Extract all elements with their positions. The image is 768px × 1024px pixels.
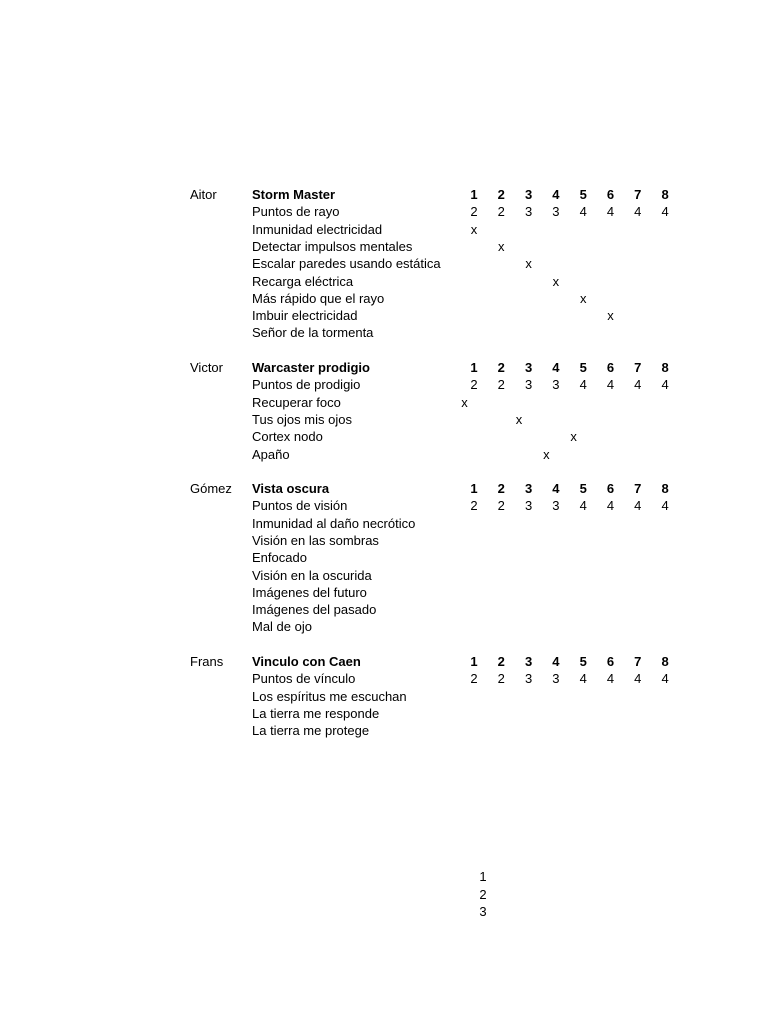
level-header: 4 <box>552 654 560 669</box>
level-header: 1 <box>470 654 478 669</box>
ability-row <box>0 549 768 566</box>
ability-name: Enfocado <box>252 550 307 566</box>
points-value: 2 <box>470 204 478 220</box>
level-header: 2 <box>497 481 505 496</box>
ability-row <box>0 307 768 324</box>
level-header: 7 <box>634 360 642 375</box>
level-header: 2 <box>497 360 505 375</box>
ability-row <box>0 324 768 341</box>
person-name: Aitor <box>190 187 217 202</box>
points-value: 4 <box>579 671 587 687</box>
ability-level-mark: x <box>498 238 505 254</box>
points-value: 4 <box>606 671 615 687</box>
level-header: 2 <box>497 187 505 202</box>
ability-row <box>0 567 768 584</box>
section-header-row <box>0 186 768 203</box>
section-title: Vinculo con Caen <box>252 654 361 669</box>
points-row <box>0 203 768 220</box>
points-row <box>0 497 768 514</box>
points-value: 3 <box>524 204 533 220</box>
ability-row <box>0 722 768 739</box>
section-title: Warcaster prodigio <box>252 360 370 375</box>
ability-row <box>0 584 768 601</box>
ability-name: Recuperar foco <box>252 394 341 410</box>
footer-number: 1 <box>479 869 487 884</box>
points-value: 3 <box>524 671 533 687</box>
ability-name: Detectar impulsos mentales <box>252 238 413 254</box>
points-value: 4 <box>606 377 615 393</box>
points-value: 2 <box>497 671 505 687</box>
level-header: 7 <box>634 654 642 669</box>
level-header: 8 <box>661 187 669 202</box>
points-value: 4 <box>579 204 587 220</box>
level-header: 6 <box>606 360 615 375</box>
section-header-row <box>0 653 768 670</box>
level-header: 6 <box>606 654 615 669</box>
level-header: 1 <box>470 187 478 202</box>
section-title: Storm Master <box>252 187 336 202</box>
section-title: Vista oscura <box>252 481 330 496</box>
points-label: Puntos de vínculo <box>252 671 356 687</box>
points-value: 3 <box>524 377 533 393</box>
ability-row <box>0 428 768 445</box>
ability-level-mark: x <box>552 273 560 289</box>
points-value: 4 <box>634 671 642 687</box>
level-header: 3 <box>524 360 533 375</box>
level-header: 4 <box>552 187 560 202</box>
points-value: 2 <box>497 498 505 514</box>
level-header: 6 <box>606 481 615 496</box>
points-value: 3 <box>552 498 560 514</box>
ability-row <box>0 255 768 272</box>
points-value: 4 <box>606 204 615 220</box>
ability-row <box>0 411 768 428</box>
ability-name: Más rápido que el rayo <box>252 290 385 306</box>
ability-name: Apaño <box>252 446 290 462</box>
ability-level-mark: x <box>570 429 577 445</box>
level-header: 3 <box>524 654 533 669</box>
ability-level-mark: x <box>470 221 478 237</box>
ability-name: Imágenes del pasado <box>252 602 377 618</box>
points-value: 4 <box>579 498 587 514</box>
ability-name: Inmunidad al daño necrótico <box>252 515 416 531</box>
points-row <box>0 670 768 687</box>
ability-name: Imbuir electricidad <box>252 308 358 324</box>
level-header: 1 <box>470 481 478 496</box>
points-label: Puntos de prodigio <box>252 377 361 393</box>
person-name: Frans <box>190 654 224 669</box>
points-value: 4 <box>634 204 642 220</box>
points-label: Puntos de rayo <box>252 204 340 220</box>
ability-name: Imágenes del futuro <box>252 584 367 600</box>
level-header: 3 <box>524 481 533 496</box>
ability-name: La tierra me responde <box>252 705 380 721</box>
level-header: 7 <box>634 481 642 496</box>
ability-level-mark: x <box>579 290 587 306</box>
person-name: Victor <box>190 360 223 375</box>
level-header: 1 <box>470 360 478 375</box>
ability-row <box>0 446 768 463</box>
ability-row <box>0 394 768 411</box>
points-value: 3 <box>524 498 533 514</box>
ability-level-mark: x <box>461 394 468 410</box>
level-header: 5 <box>579 481 587 496</box>
ability-row <box>0 238 768 255</box>
ability-row <box>0 705 768 722</box>
ability-level-mark: x <box>515 411 523 427</box>
points-value: 4 <box>579 377 587 393</box>
ability-name: Inmunidad electricidad <box>252 221 383 237</box>
ability-level-mark: x <box>607 308 614 324</box>
ability-name: Señor de la tormenta <box>252 325 374 341</box>
level-header: 7 <box>634 187 642 202</box>
level-header: 2 <box>497 654 505 669</box>
level-header: 4 <box>552 360 560 375</box>
points-value: 4 <box>661 498 669 514</box>
points-value: 4 <box>661 204 669 220</box>
ability-name: Recarga eléctrica <box>252 273 354 289</box>
points-value: 4 <box>661 377 669 393</box>
level-header: 5 <box>579 187 587 202</box>
level-header: 4 <box>552 481 560 496</box>
ability-level-mark: x <box>543 446 550 462</box>
ability-name: Mal de ojo <box>252 619 312 635</box>
points-value: 4 <box>606 498 615 514</box>
level-header: 8 <box>661 360 669 375</box>
ability-row <box>0 290 768 307</box>
ability-name: Visión en la oscurida <box>252 567 372 583</box>
section-header-row <box>0 359 768 376</box>
points-value: 4 <box>634 377 642 393</box>
points-value: 4 <box>634 498 642 514</box>
ability-name: La tierra me protege <box>252 723 370 739</box>
ability-name: Cortex nodo <box>252 429 323 445</box>
points-value: 3 <box>552 377 560 393</box>
ability-row <box>0 688 768 705</box>
ability-row <box>0 515 768 532</box>
ability-name: Visión en las sombras <box>252 532 379 548</box>
level-header: 8 <box>661 481 669 496</box>
ability-name: Tus ojos mis ojos <box>252 411 352 427</box>
level-header: 6 <box>606 187 615 202</box>
ability-row <box>0 532 768 549</box>
points-value: 2 <box>497 204 505 220</box>
points-value: 4 <box>661 671 669 687</box>
points-value: 2 <box>470 377 478 393</box>
level-header: 5 <box>579 360 587 375</box>
footer-number: 3 <box>479 904 487 919</box>
points-value: 3 <box>552 204 560 220</box>
section-header-row <box>0 480 768 497</box>
level-header: 8 <box>661 654 669 669</box>
points-row <box>0 376 768 393</box>
person-name: Gómez <box>190 481 232 496</box>
points-value: 2 <box>470 498 478 514</box>
level-header: 5 <box>579 654 587 669</box>
points-value: 2 <box>470 671 478 687</box>
ability-name: Escalar paredes usando estática <box>252 256 441 272</box>
ability-name: Los espíritus me escuchan <box>252 688 407 704</box>
level-header: 3 <box>524 187 533 202</box>
footer-number: 2 <box>479 886 487 902</box>
ability-row <box>0 618 768 635</box>
ability-level-mark: x <box>525 256 532 272</box>
points-label: Puntos de visión <box>252 498 348 514</box>
ability-row <box>0 601 768 618</box>
points-value: 3 <box>552 671 560 687</box>
ability-row <box>0 221 768 238</box>
points-value: 2 <box>497 377 505 393</box>
ability-row <box>0 273 768 290</box>
